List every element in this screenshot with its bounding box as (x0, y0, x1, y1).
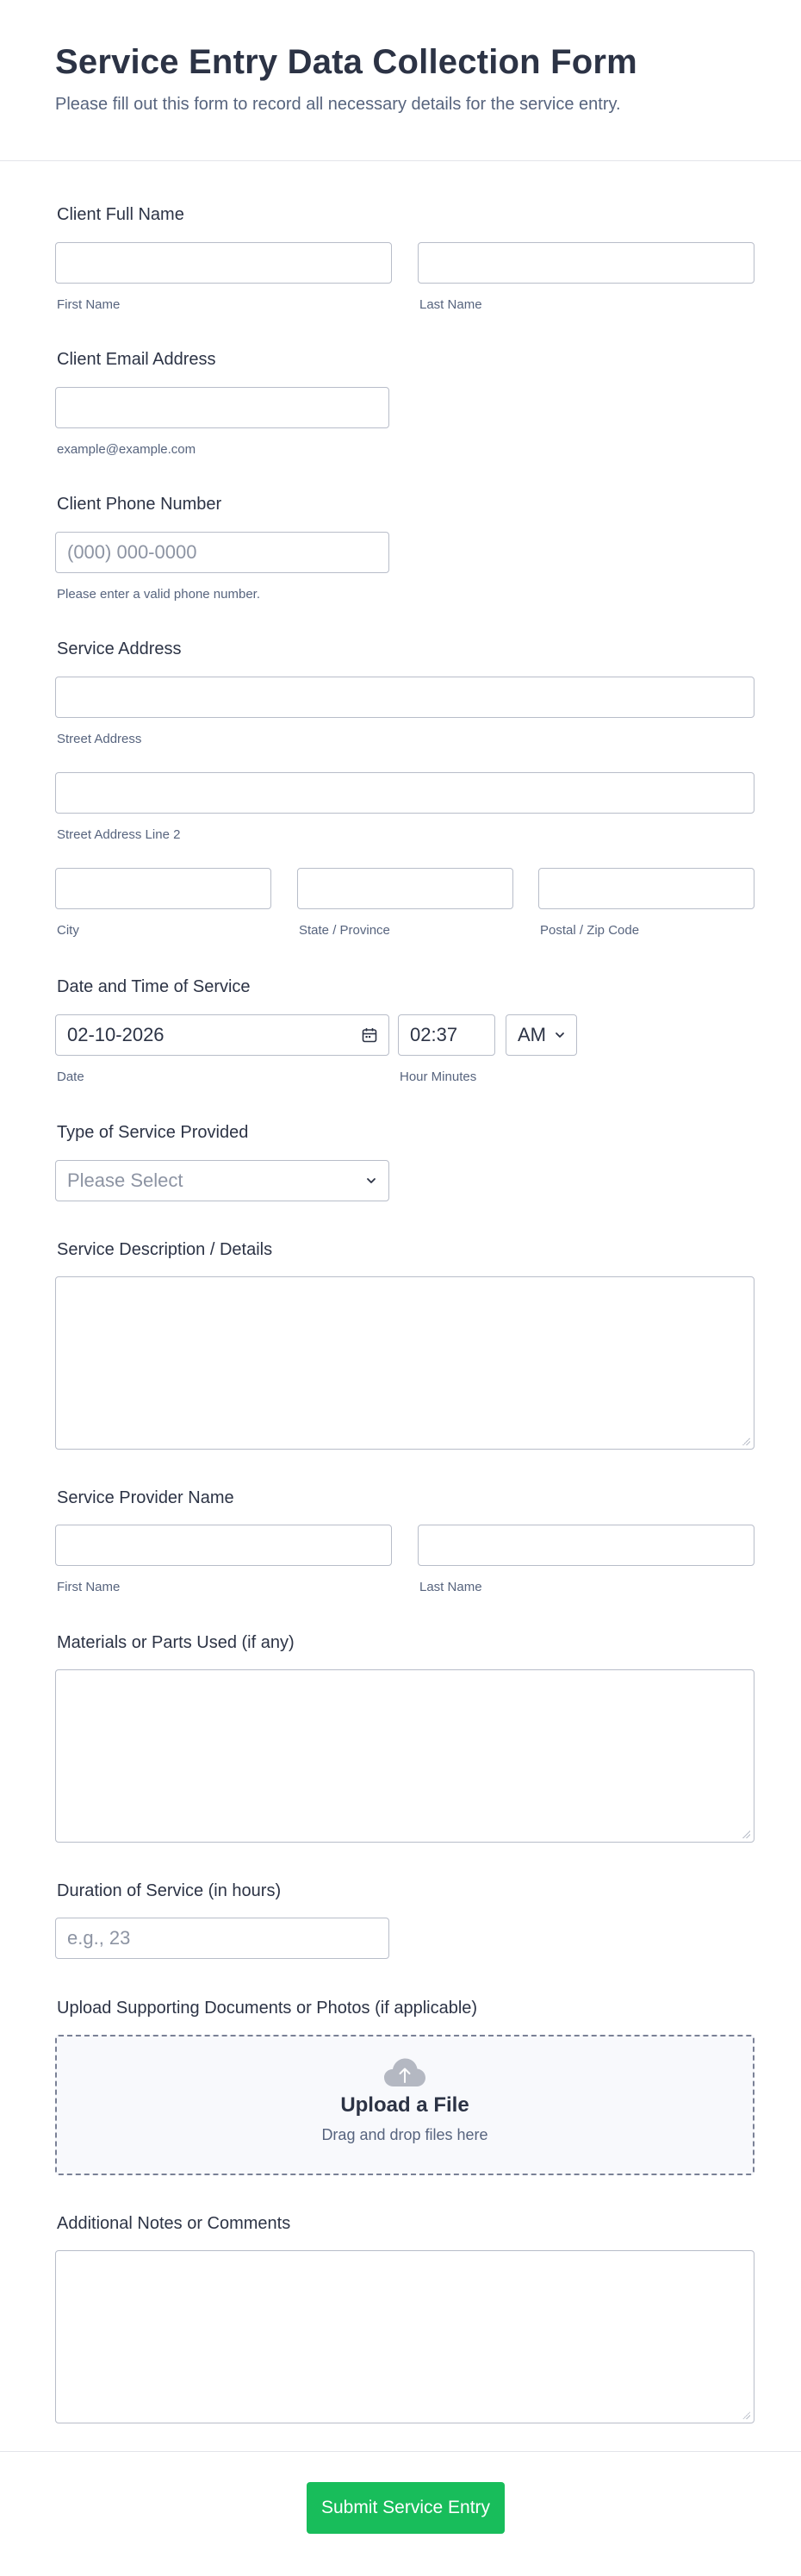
provider-first-name-sublabel: First Name (57, 1580, 121, 1594)
service-description-label: Service Description / Details (57, 1240, 273, 1259)
resize-grip-icon[interactable] (742, 2411, 750, 2419)
file-upload-dropzone[interactable] (55, 2035, 754, 2175)
form-subtitle: Please fill out this form to record all necessary details for the service entry. (55, 95, 621, 114)
service-ampm-select[interactable] (506, 1014, 577, 1056)
service-date-value: 02-10-2026 (67, 1024, 165, 1045)
service-address-label: Service Address (57, 639, 182, 658)
service-date-sublabel: Date (57, 1070, 84, 1084)
street-address-sublabel: Street Address (57, 732, 142, 746)
provider-last-name-input[interactable] (418, 1525, 754, 1566)
resize-grip-icon[interactable] (742, 1438, 750, 1445)
provider-name-label: Service Provider Name (57, 1488, 234, 1507)
client-first-name-sublabel: First Name (57, 297, 121, 312)
notes-textarea[interactable] (55, 2250, 754, 2423)
service-type-placeholder: Please Select (67, 1169, 183, 1191)
upload-label: Upload Supporting Documents or Photos (if applicable) (57, 1999, 478, 2018)
service-description-textarea[interactable] (55, 1276, 754, 1450)
street-address-line2-sublabel: Street Address Line 2 (57, 827, 181, 842)
resize-grip-icon[interactable] (742, 1831, 750, 1838)
service-type-select[interactable] (55, 1160, 389, 1201)
client-first-name-input[interactable] (55, 242, 392, 284)
form-title: Service Entry Data Collection Form (55, 43, 637, 81)
provider-last-name-sublabel: Last Name (419, 1580, 482, 1594)
service-datetime-label: Date and Time of Service (57, 977, 251, 996)
duration-label: Duration of Service (in hours) (57, 1881, 282, 1900)
service-time-input[interactable] (398, 1014, 495, 1056)
calendar-icon[interactable] (362, 1027, 377, 1043)
materials-label: Materials or Parts Used (if any) (57, 1633, 295, 1652)
materials-textarea[interactable] (55, 1669, 754, 1843)
upload-title: Upload a File (340, 2093, 469, 2117)
duration-input[interactable]: e.g., 23 (55, 1918, 389, 1959)
client-email-label: Client Email Address (57, 350, 216, 369)
service-date-input[interactable] (55, 1014, 389, 1056)
upload-hint: Drag and drop files here (321, 2126, 488, 2143)
client-email-input[interactable] (55, 387, 389, 428)
city-input[interactable] (55, 868, 271, 909)
street-address-line2-input[interactable] (55, 772, 754, 814)
chevron-down-icon (555, 1030, 565, 1040)
notes-label: Additional Notes or Comments (57, 2214, 291, 2233)
footer-divider (0, 2451, 801, 2452)
submit-button[interactable]: Submit Service Entry (307, 2482, 505, 2534)
city-sublabel: City (57, 923, 79, 938)
client-phone-label: Client Phone Number (57, 495, 222, 514)
state-input[interactable] (297, 868, 513, 909)
service-time-sublabel: Hour Minutes (400, 1070, 477, 1084)
provider-first-name-input[interactable] (55, 1525, 392, 1566)
header-divider (0, 160, 801, 161)
client-last-name-input[interactable] (418, 242, 754, 284)
chevron-down-icon (366, 1176, 376, 1186)
service-ampm-value: AM (518, 1024, 546, 1045)
service-time-value: 02:37 (410, 1024, 458, 1045)
client-email-sublabel: example@example.com (57, 442, 196, 457)
cloud-upload-icon (383, 2057, 426, 2088)
state-sublabel: State / Province (299, 923, 390, 938)
client-last-name-sublabel: Last Name (419, 297, 482, 312)
service-type-label: Type of Service Provided (57, 1123, 249, 1142)
postal-code-sublabel: Postal / Zip Code (540, 923, 640, 938)
client-phone-input[interactable]: (000) 000-0000 (55, 532, 389, 573)
client-name-label: Client Full Name (57, 205, 184, 224)
client-phone-sublabel: Please enter a valid phone number. (57, 587, 260, 602)
postal-code-input[interactable] (538, 868, 754, 909)
street-address-input[interactable] (55, 677, 754, 718)
